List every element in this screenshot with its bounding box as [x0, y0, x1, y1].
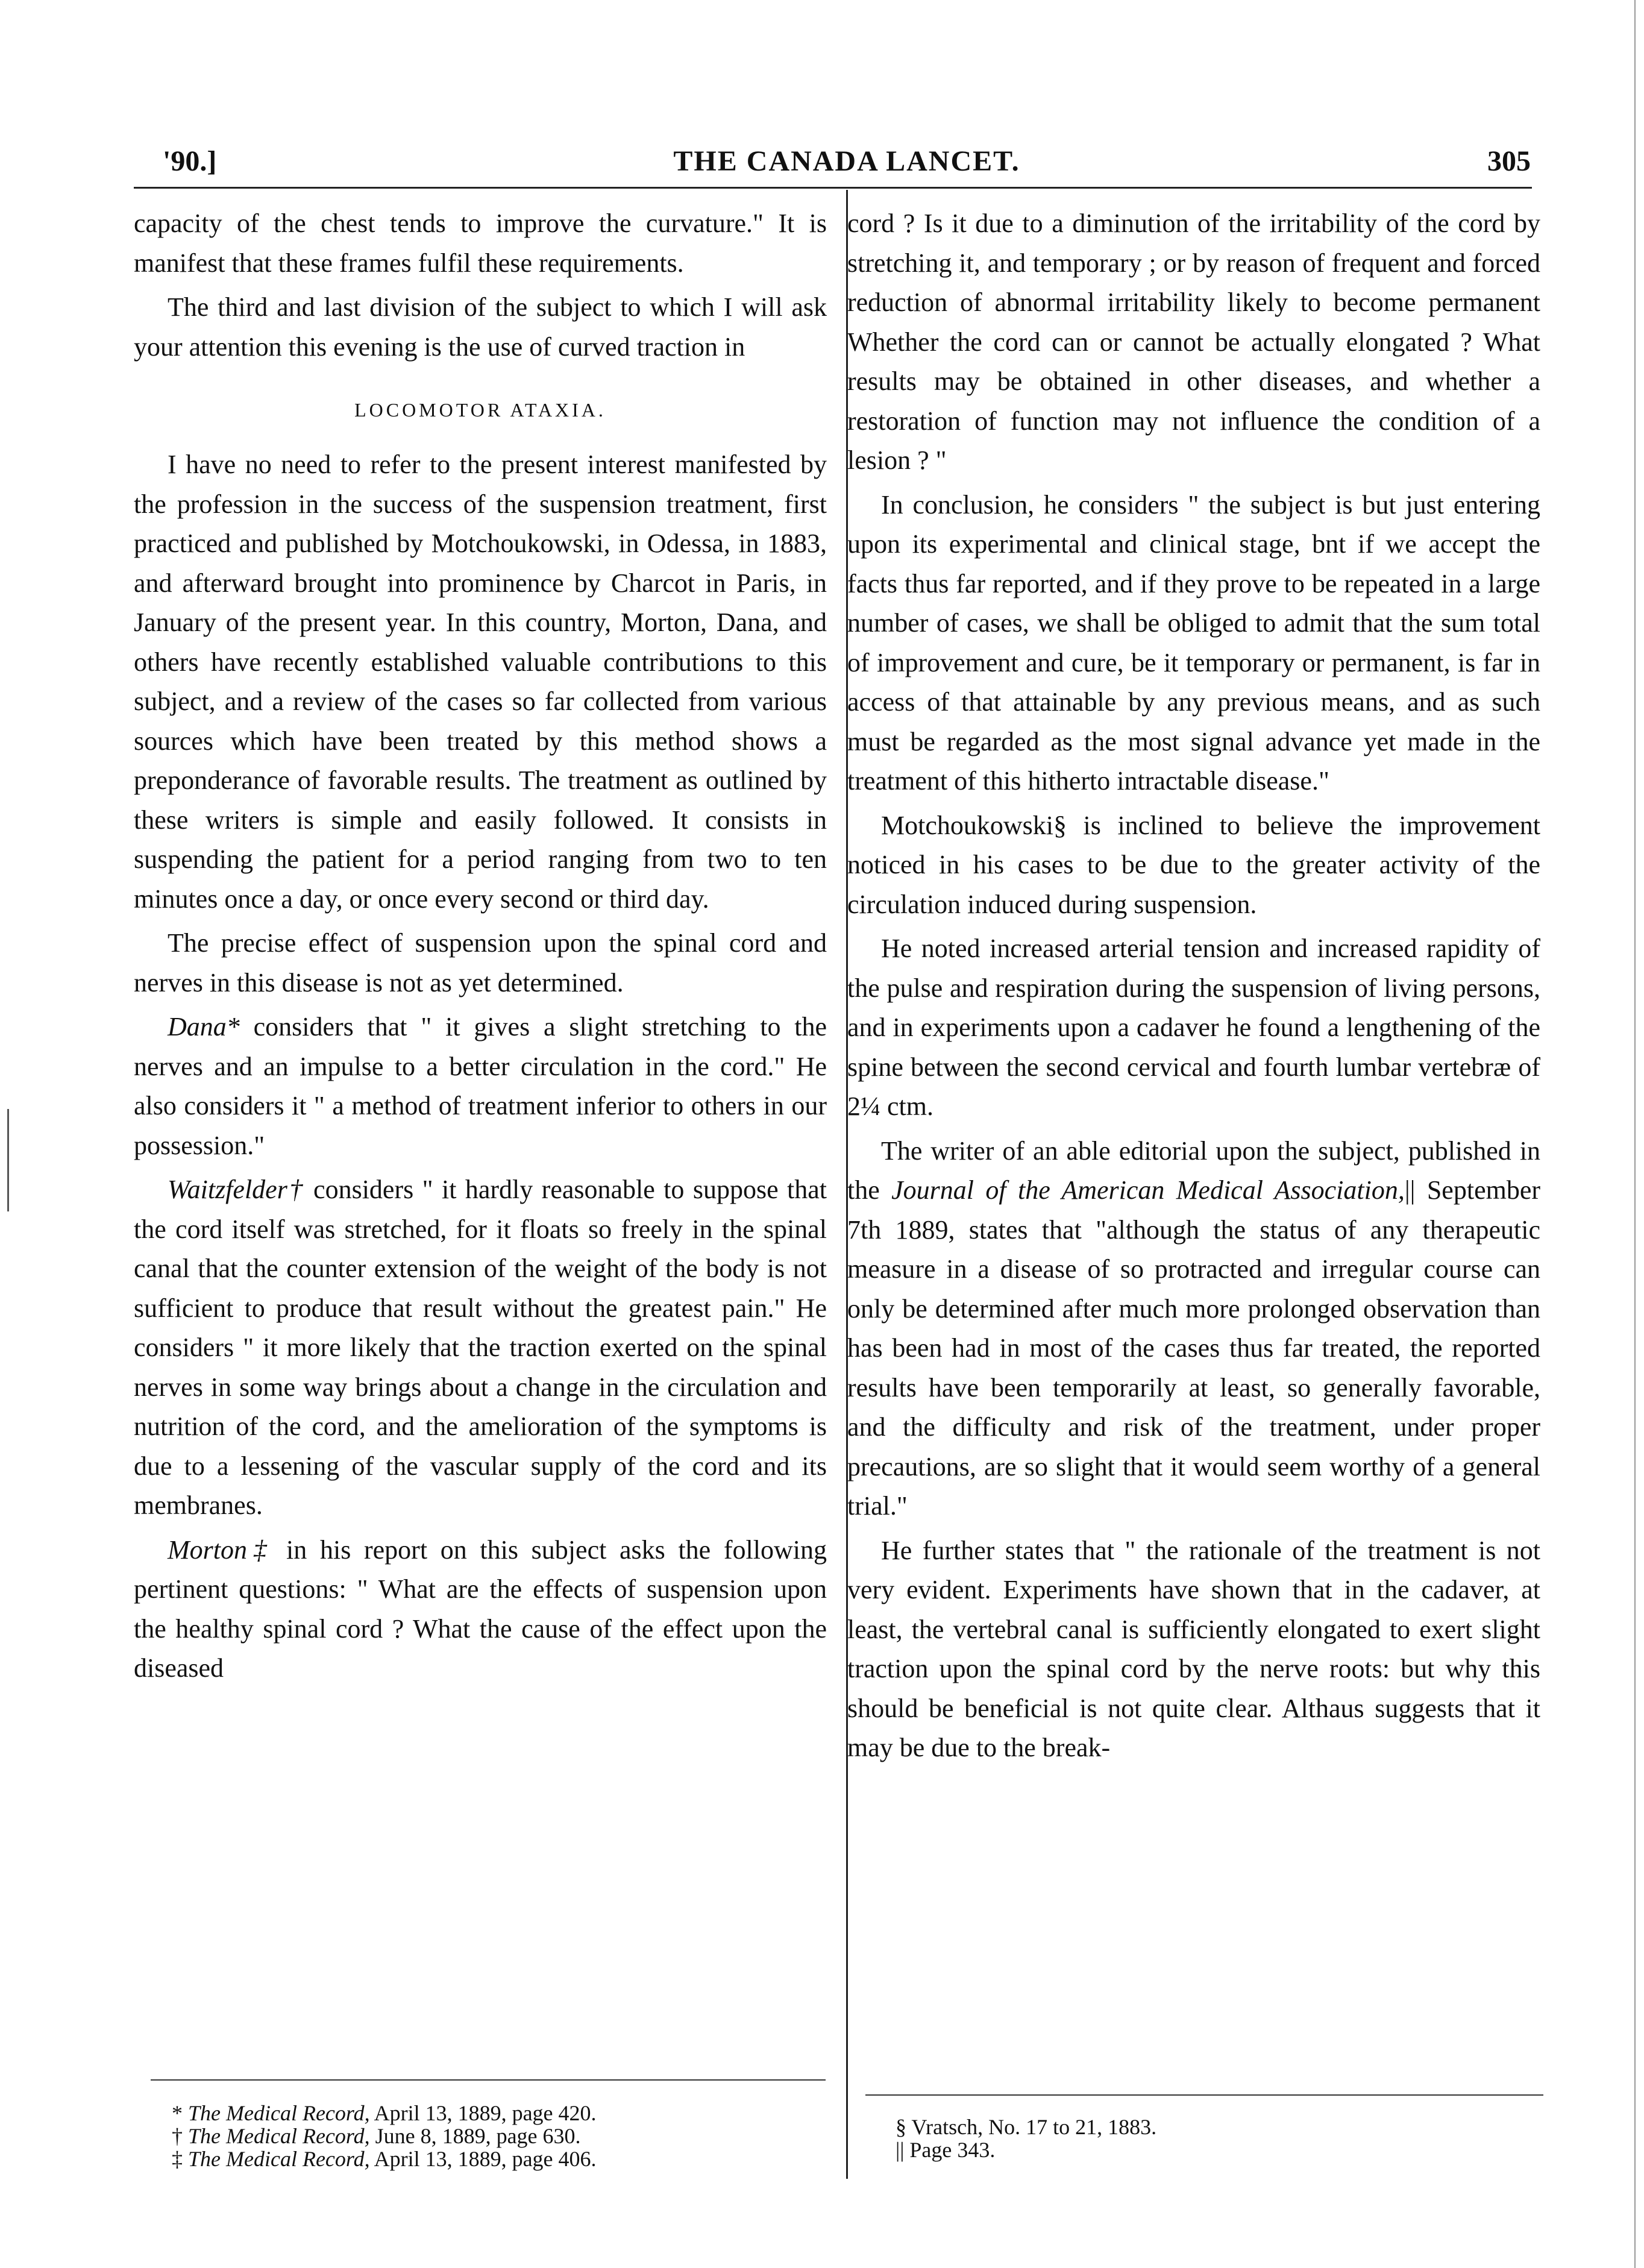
paragraph — [134, 1530, 827, 1688]
footnote-mark: ‡ — [172, 2147, 188, 2171]
paragraph: The precise effect of suspension upon the spinal cord and nerves in this disease is not as yet determined. — [134, 928, 827, 997]
paragraph: cord ? Is it due to a diminution of the irritability of the cord by stretching it, and temporary ; or by reason of frequent and forced reduction of abnormal irritability likely to become permanent Whether the cord can or cannot be actually elongated ? What results may be obtained in other diseases, and whether a restoration of function may not influence the condition of a lesion ? " — [847, 209, 1540, 475]
footnote-text: April 13, 1889, page 406. — [369, 2147, 597, 2171]
paragraph-text: || September 7th 1889, states that "although the status of any therapeutic measure in a disease of so protracted and irregular course can only be determined after much more prolonged observation than has been had in most of the cases thus far treated, the reported results have been temporarily at least, so generally favorable, and the difficulty and risk of the treatment, under proper precautions, are so slight that it would seem worthy of a general trial." — [847, 1175, 1540, 1521]
footnote-source: The Medical Record, — [188, 2147, 370, 2171]
paragraph: He further states that " the rationale of the treatment is not very evident. Experiments have shown that in the cadaver, at least, the vertebral canal is sufficiently elongated to exert slight traction upon the spinal cord by the nerve roots: but why this should be beneficial is not quite clear. Althaus suggests that it may be due to the break- — [847, 1535, 1540, 1762]
paragraph-text: considers that " it gives a slight stretching to the nerves and an impulse to a better circulation in the cord." He also considers it " a method of treatment inferior to others in our possession." — [134, 1012, 827, 1160]
footnote — [172, 2147, 835, 2170]
footnotes-left — [172, 2102, 835, 2170]
paragraph — [134, 1170, 827, 1525]
paragraph: He noted increased arterial tension and increased rapidity of the pulse and respiration during the suspension of living persons, and in experiments upon a cadaver he found a lengthening of the spine between the second cervical and fourth lumbar vertebræ of 2¼ ctm. — [847, 934, 1540, 1121]
left-column — [134, 204, 827, 1688]
section-heading: LOCOMOTOR ATAXIA. — [354, 399, 606, 421]
footnote-mark: * — [172, 2101, 188, 2125]
volume-mark: '90.] — [163, 145, 217, 177]
footnote-mark: † — [172, 2124, 188, 2148]
paragraph: capacity of the chest tends to improve the curvature." It is manifest that these frames fulfil these requirements. — [134, 209, 827, 278]
author-name: Dana* — [168, 1012, 240, 1041]
footnote — [172, 2102, 835, 2125]
footnote-text: June 8, 1889, page 630. — [369, 2124, 581, 2148]
footnote-source: The Medical Record, — [188, 2124, 370, 2148]
footnote — [172, 2125, 835, 2147]
paragraph-text: in his report on this subject asks the following pertinent questions: " What are the effects of suspension upon the healthy spinal cord ? What the cause of the effect upon the diseased — [134, 1535, 827, 1683]
footnote-rule — [865, 2094, 1543, 2096]
footnote-source: The Medical Record, — [188, 2101, 370, 2125]
paragraph: Motchoukowski§ is inclined to believe the improvement noticed in his cases to be due to the greater activity of the circulation induced during suspension. — [847, 810, 1540, 919]
paragraph — [847, 1131, 1540, 1526]
footnote-rule — [151, 2079, 826, 2081]
page-number: 305 — [1487, 145, 1531, 177]
journal-name: Journal of the American Medical Association, — [891, 1175, 1405, 1205]
footnote: § Vratsch, No. 17 to 21, 1883. — [896, 2115, 1157, 2139]
running-header — [163, 142, 1531, 184]
paragraph-text: considers " it hardly reasonable to suppose that the cord itself was stretched, for it floats so freely in the spinal canal that the counter extension of the weight of the body is not sufficient to produce that result without the greatest pain." He considers " it more likely that the traction exerted on the spinal nerves in some way brings about a change in the circulation and nutrition of the cord, and the amelioration of the symptoms is due to a lessening of the vascular supply of the cord and its membranes. — [134, 1175, 827, 1520]
footnote-text: April 13, 1889, page 420. — [369, 2101, 597, 2125]
paragraph: I have no need to refer to the present interest manifested by the profession in the success of the suspension treatment, first practiced and published by Motchoukowski, in Odessa, in 1883, and afterward brought into prominence by Charcot in Paris, in January of the present year. In this country, Morton, Dana, and others have recently established valuable contributions to this subject, and a review of the cases so far collected from various sources which have been treated by this method shows a preponderance of favorable results. The treatment as outlined by these writers is simple and easily followed. It consists in suspending the patient for a period ranging from two to ten minutes once a day, or once every second or third day. — [134, 450, 827, 914]
paragraph — [134, 1007, 827, 1165]
paragraph-text: The writer of an able editorial upon the subject, published in the — [847, 1136, 1540, 1205]
paragraph: The third and last division of the subject to which I will ask your attention this evening is the use of curved traction in — [134, 292, 827, 362]
journal-title: THE CANADA LANCET. — [673, 145, 1020, 177]
footnote: || Page 343. — [896, 2138, 996, 2162]
author-name: Morton‡ — [168, 1535, 274, 1565]
right-column — [847, 204, 1540, 1768]
author-name: Waitzfelder† — [168, 1175, 305, 1204]
margin-mark — [7, 1109, 9, 1211]
paragraph: In conclusion, he considers " the subject is but just entering upon its experimental and clinical stage, bnt if we accept the facts thus far reported, and if they prove to be repeated in a large number of cases, we shall be obliged to admit that the sum total of improvement and cure, be it temporary or permanent, is far in access of that attainable by any previous means, and as such must be regarded as the most signal advance yet made in the treatment of this hitherto intractable disease." — [847, 489, 1540, 796]
footnotes-right — [896, 2116, 1498, 2161]
page-edge-mark — [1634, 0, 1636, 2268]
header-rule — [134, 187, 1532, 189]
